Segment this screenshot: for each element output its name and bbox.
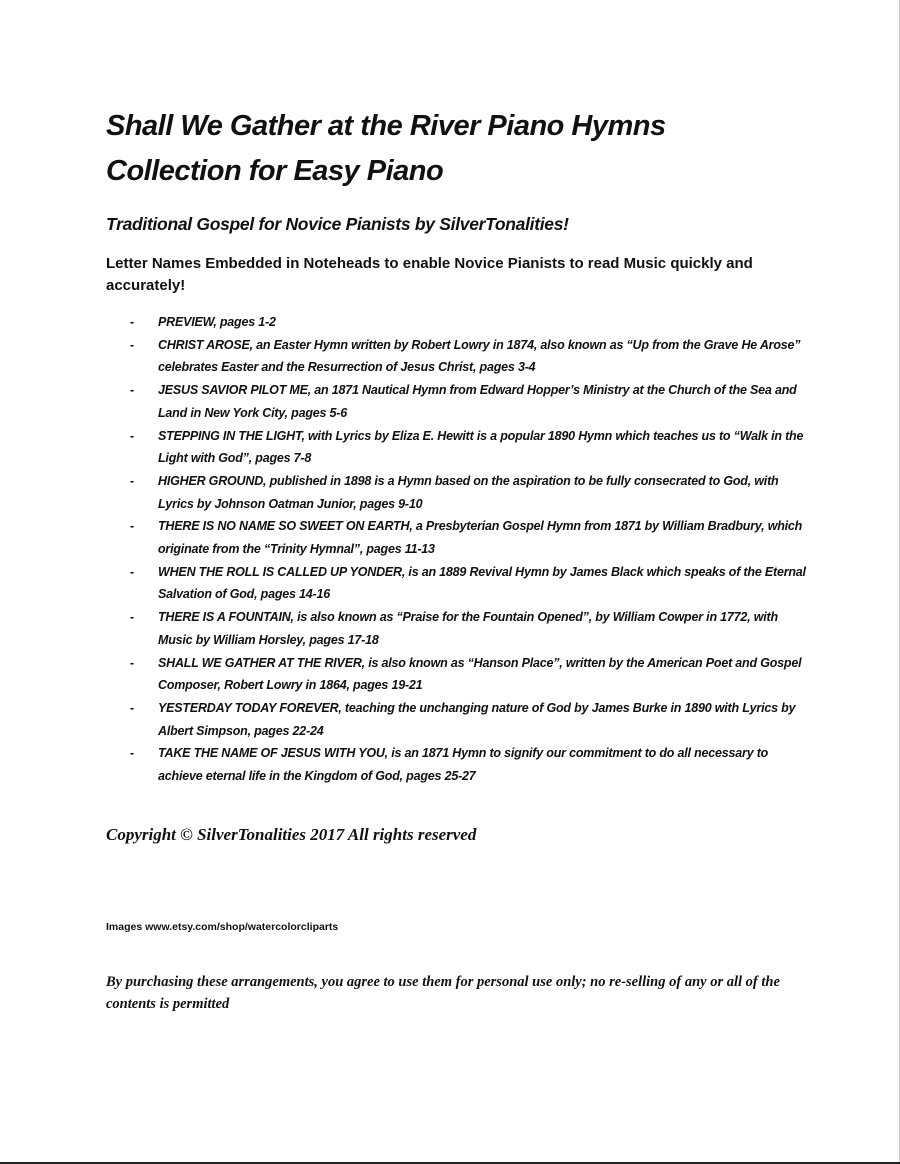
- bullet-dash: -: [130, 383, 134, 398]
- list-item-text: PREVIEW, pages 1-2: [158, 315, 276, 329]
- contents-list: [130, 311, 810, 788]
- list-item-text: SHALL WE GATHER AT THE RIVER, is also known as “Hanson Place”, written by the American Poet and Gospel Composer, Robert Lowry in 1864, pages 19-21: [158, 655, 802, 693]
- list-item: [130, 742, 810, 787]
- list-item: [130, 561, 810, 606]
- list-item: [130, 470, 810, 515]
- list-item-text: YESTERDAY TODAY FOREVER, teaching the unchanging nature of God by James Burke in 1890 with Lyrics by Albert Simpson, pages 22-24: [158, 700, 796, 738]
- intro-text: Letter Names Embedded in Noteheads to enable Novice Pianists to read Music quickly and accurately!: [106, 255, 753, 294]
- list-item: [130, 652, 810, 697]
- list-item: [130, 515, 810, 560]
- list-item-text: WHEN THE ROLL IS CALLED UP YONDER, is an 1889 Revival Hymn by James Black which speaks of the Eternal Salvation of God, pages 14-16: [158, 564, 806, 602]
- bullet-dash: -: [130, 564, 134, 579]
- list-item: [130, 379, 810, 424]
- list-item: [130, 334, 810, 379]
- list-item: [130, 425, 810, 470]
- bullet-dash: -: [130, 519, 134, 534]
- usage-notice: By purchasing these arrangements, you agree to use them for personal use only; no re-selling of any or all of the contents is permitted: [106, 974, 780, 1012]
- list-item-text: TAKE THE NAME OF JESUS WITH YOU, is an 1871 Hymn to signify our commitment to do all necessary to achieve eternal life in the Kingdom of God, pages 25-27: [158, 746, 769, 784]
- title-line-1: Shall We Gather at the River Piano Hymns: [106, 110, 666, 142]
- list-item-text: CHRIST AROSE, an Easter Hymn written by Robert Lowry in 1874, also known as “Up from the Grave He Arose” celebrates Easter and the Resurrection of Jesus Christ, pages 3-4: [158, 337, 801, 375]
- list-item: [130, 697, 810, 742]
- page-title: [106, 104, 806, 194]
- bullet-dash: -: [130, 428, 134, 443]
- bullet-dash: -: [130, 610, 134, 625]
- copyright-notice: Copyright © SilverTonalities 2017 All rights reserved: [106, 825, 477, 844]
- image-credit: Images www.etsy.com/shop/watercolorcliparts: [106, 921, 339, 933]
- list-item: [130, 606, 810, 651]
- bullet-dash: -: [130, 746, 134, 761]
- list-item-text: STEPPING IN THE LIGHT, with Lyrics by Eliza E. Hewitt is a popular 1890 Hymn which teaches us to “Walk in the Light with God”, pages 7-8: [158, 428, 804, 466]
- list-item-text: HIGHER GROUND, published in 1898 is a Hymn based on the aspiration to be fully consecrated to God, with Lyrics by Johnson Oatman Junior, pages 9-10: [158, 473, 779, 511]
- bullet-dash: -: [130, 473, 134, 488]
- list-item-text: THERE IS NO NAME SO SWEET ON EARTH, a Presbyterian Gospel Hymn from 1871 by William Bradbury, which originate from the “Trinity Hymnal”, pages 11-13: [158, 519, 803, 557]
- title-line-2: Collection for Easy Piano: [106, 155, 444, 187]
- bullet-dash: -: [130, 337, 134, 352]
- bullet-dash: -: [130, 700, 134, 715]
- list-item-text: JESUS SAVIOR PILOT ME, an 1871 Nautical Hymn from Edward Hopper’s Ministry at the Church of the Sea and Land in New York City, pages 5-6: [158, 383, 797, 420]
- bullet-dash: -: [130, 315, 134, 329]
- bullet-dash: -: [130, 655, 134, 670]
- list-item: [130, 311, 810, 334]
- subtitle: Traditional Gospel for Novice Pianists by SilverTonalities!: [106, 214, 569, 234]
- list-item-text: THERE IS A FOUNTAIN, is also known as “Praise for the Fountain Opened”, by William Cowper in 1772, with Music by William Horsley, pages 17-18: [158, 610, 778, 647]
